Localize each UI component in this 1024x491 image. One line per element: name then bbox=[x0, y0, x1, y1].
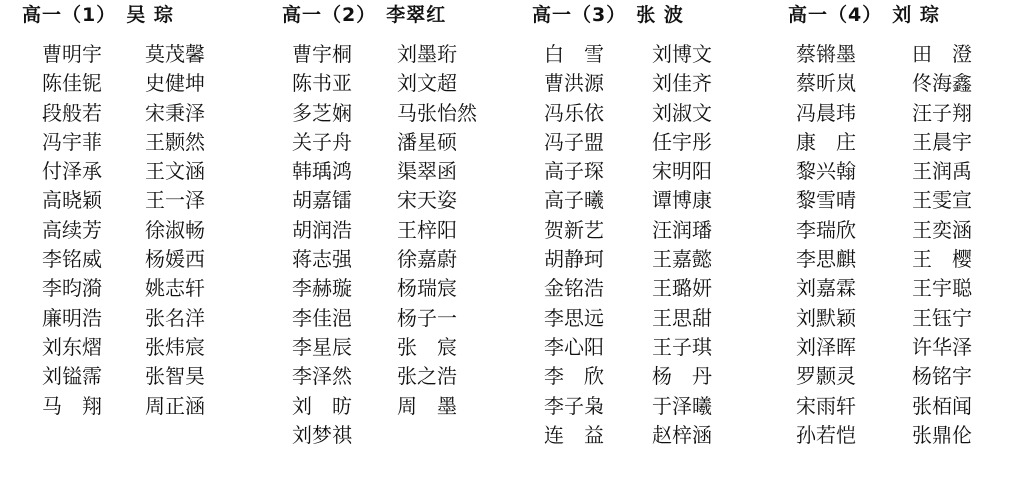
student-name: 徐嘉蔚 bbox=[397, 247, 457, 272]
student-name: 金铭浩 bbox=[544, 276, 604, 301]
student-name: 蔡锵墨 bbox=[796, 42, 856, 66]
student-name: 连 益 bbox=[544, 422, 604, 447]
student-name: 田 澄 bbox=[912, 42, 972, 66]
student-name: 王晨宇 bbox=[912, 129, 972, 154]
student-name: 高子曦 bbox=[544, 188, 604, 213]
student-name: 孙若恺 bbox=[796, 422, 856, 447]
student-name: 王宇聪 bbox=[912, 276, 972, 301]
student-name: 汪子翔 bbox=[912, 100, 972, 125]
student-name: 谭博康 bbox=[652, 188, 712, 213]
student-name: 许华泽 bbox=[912, 334, 972, 359]
student-name: 刘文超 bbox=[397, 71, 457, 96]
student-name: 刘墨珩 bbox=[397, 42, 457, 66]
student-name: 杨瑞宸 bbox=[397, 276, 457, 301]
class-2-title: 高一（2） bbox=[282, 4, 377, 26]
student-name: 高子琛 bbox=[544, 159, 604, 184]
student-name: 刘镒霈 bbox=[42, 364, 102, 389]
class-2-list-left bbox=[292, 40, 352, 450]
student-name: 潘星硕 bbox=[397, 129, 457, 154]
student-name: 李心阳 bbox=[544, 334, 604, 359]
student-name: 关子舟 bbox=[292, 129, 352, 154]
student-name: 贺新艺 bbox=[544, 217, 604, 242]
student-name: 赵梓涵 bbox=[652, 422, 712, 447]
student-name: 汪润璠 bbox=[652, 217, 712, 242]
class-2-header bbox=[282, 2, 446, 28]
student-name: 杨铭宇 bbox=[912, 364, 972, 389]
student-name: 刘梦祺 bbox=[292, 422, 352, 447]
student-name: 张栢闻 bbox=[912, 393, 972, 418]
student-name: 于泽曦 bbox=[652, 393, 712, 418]
student-name: 王润禹 bbox=[912, 159, 972, 184]
student-name: 王颢然 bbox=[145, 129, 205, 154]
student-name: 蒋志强 bbox=[292, 247, 352, 272]
class-1-teacher: 吴 琮 bbox=[126, 4, 174, 26]
student-name: 多芝娴 bbox=[292, 100, 352, 125]
student-name: 李思远 bbox=[544, 305, 604, 330]
class-1-header bbox=[22, 2, 174, 28]
student-name: 王璐妍 bbox=[652, 276, 712, 301]
student-name: 康 庄 bbox=[796, 129, 856, 154]
student-name: 韩瑀鸿 bbox=[292, 159, 352, 184]
student-name: 张 宸 bbox=[397, 334, 457, 359]
student-name: 佟海鑫 bbox=[912, 71, 972, 96]
student-name: 姚志轩 bbox=[145, 276, 205, 301]
student-name: 刘淑文 bbox=[652, 100, 712, 125]
student-name: 白 雪 bbox=[544, 42, 604, 66]
student-name: 李泽然 bbox=[292, 364, 352, 389]
student-name: 廉明浩 bbox=[42, 305, 102, 330]
student-name: 曹洪源 bbox=[544, 71, 604, 96]
student-name: 刘泽晖 bbox=[796, 334, 856, 359]
student-name: 张鼎伦 bbox=[912, 422, 972, 447]
student-name: 李昀漪 bbox=[42, 276, 102, 301]
student-name: 胡润浩 bbox=[292, 217, 352, 242]
class-4-header bbox=[788, 2, 940, 28]
student-name: 李子枭 bbox=[544, 393, 604, 418]
student-name: 刘博文 bbox=[652, 42, 712, 66]
student-name: 李赫璇 bbox=[292, 276, 352, 301]
student-name: 冯子盟 bbox=[544, 129, 604, 154]
student-name: 宋雨轩 bbox=[796, 393, 856, 418]
student-name: 陈佳铌 bbox=[42, 71, 102, 96]
student-name: 宋明阳 bbox=[652, 159, 712, 184]
student-name: 李 欣 bbox=[544, 364, 604, 389]
student-name: 冯宇菲 bbox=[42, 129, 102, 154]
student-name: 陈书亚 bbox=[292, 71, 352, 96]
student-name: 高晓颖 bbox=[42, 188, 102, 213]
student-name: 莫茂馨 bbox=[145, 42, 205, 66]
student-name: 刘佳齐 bbox=[652, 71, 712, 96]
student-name: 李思麒 bbox=[796, 247, 856, 272]
class-1-list-right bbox=[145, 40, 205, 421]
student-name: 王 樱 bbox=[912, 247, 972, 272]
class-1-title: 高一（1） bbox=[22, 4, 117, 26]
student-name: 蔡昕岚 bbox=[796, 71, 856, 96]
student-name: 王奕涵 bbox=[912, 217, 972, 242]
student-name: 付泽承 bbox=[42, 159, 102, 184]
student-name: 刘东熠 bbox=[42, 334, 102, 359]
student-name: 王文涵 bbox=[145, 159, 205, 184]
student-name: 宋秉泽 bbox=[145, 100, 205, 125]
student-name: 曹明宇 bbox=[42, 42, 102, 66]
student-name: 王子琪 bbox=[652, 334, 712, 359]
student-name: 胡静珂 bbox=[544, 247, 604, 272]
student-name: 黎雪晴 bbox=[796, 188, 856, 213]
student-name: 王一泽 bbox=[145, 188, 205, 213]
class-4-list-left bbox=[796, 40, 856, 450]
student-name: 李铭威 bbox=[42, 247, 102, 272]
student-name: 李佳浥 bbox=[292, 305, 352, 330]
class-3-title: 高一（3） bbox=[532, 4, 627, 26]
student-name: 杨子一 bbox=[397, 305, 457, 330]
student-name: 胡嘉镭 bbox=[292, 188, 352, 213]
student-name: 张之浩 bbox=[397, 364, 457, 389]
student-name: 王雯宣 bbox=[912, 188, 972, 213]
class-4-list-right bbox=[912, 40, 972, 450]
class-3-list-right bbox=[652, 40, 712, 450]
student-name: 刘默颖 bbox=[796, 305, 856, 330]
class-2-list-right bbox=[397, 40, 477, 421]
student-name: 刘 昉 bbox=[292, 393, 352, 418]
student-name: 史健坤 bbox=[145, 71, 205, 96]
student-name: 王梓阳 bbox=[397, 217, 457, 242]
student-name: 徐淑畅 bbox=[145, 217, 205, 242]
student-name: 张炜宸 bbox=[145, 334, 205, 359]
class-4-title: 高一（4） bbox=[788, 4, 883, 26]
class-4-teacher: 刘 琮 bbox=[892, 4, 940, 26]
student-name: 周 墨 bbox=[397, 393, 457, 418]
student-name: 冯乐依 bbox=[544, 100, 604, 125]
student-name: 宋天姿 bbox=[397, 188, 457, 213]
class-1-list-left bbox=[42, 40, 102, 421]
student-name: 李瑞欣 bbox=[796, 217, 856, 242]
student-name: 杨 丹 bbox=[652, 364, 712, 389]
student-name: 渠翠函 bbox=[397, 159, 457, 184]
student-name: 王思甜 bbox=[652, 305, 712, 330]
student-name: 黎兴翰 bbox=[796, 159, 856, 184]
student-name: 马张怡然 bbox=[397, 100, 477, 125]
student-name: 马 翔 bbox=[42, 393, 102, 418]
student-name: 张名洋 bbox=[145, 305, 205, 330]
student-name: 王钰宁 bbox=[912, 305, 972, 330]
student-name: 王嘉懿 bbox=[652, 247, 712, 272]
student-name: 杨媛西 bbox=[145, 247, 205, 272]
class-3-header bbox=[532, 2, 684, 28]
student-name: 刘嘉霖 bbox=[796, 276, 856, 301]
student-name: 任宇彤 bbox=[652, 129, 712, 154]
student-name: 李星辰 bbox=[292, 334, 352, 359]
student-name: 段般若 bbox=[42, 100, 102, 125]
student-name: 高续芳 bbox=[42, 217, 102, 242]
class-3-teacher: 张 波 bbox=[636, 4, 684, 26]
student-name: 张智昊 bbox=[145, 364, 205, 389]
student-name: 罗颢灵 bbox=[796, 364, 856, 389]
class-3-list-left bbox=[544, 40, 604, 450]
student-name: 周正涵 bbox=[145, 393, 205, 418]
class-2-teacher: 李翠红 bbox=[386, 4, 447, 26]
student-name: 曹宇桐 bbox=[292, 42, 352, 66]
student-name: 冯晨玮 bbox=[796, 100, 856, 125]
